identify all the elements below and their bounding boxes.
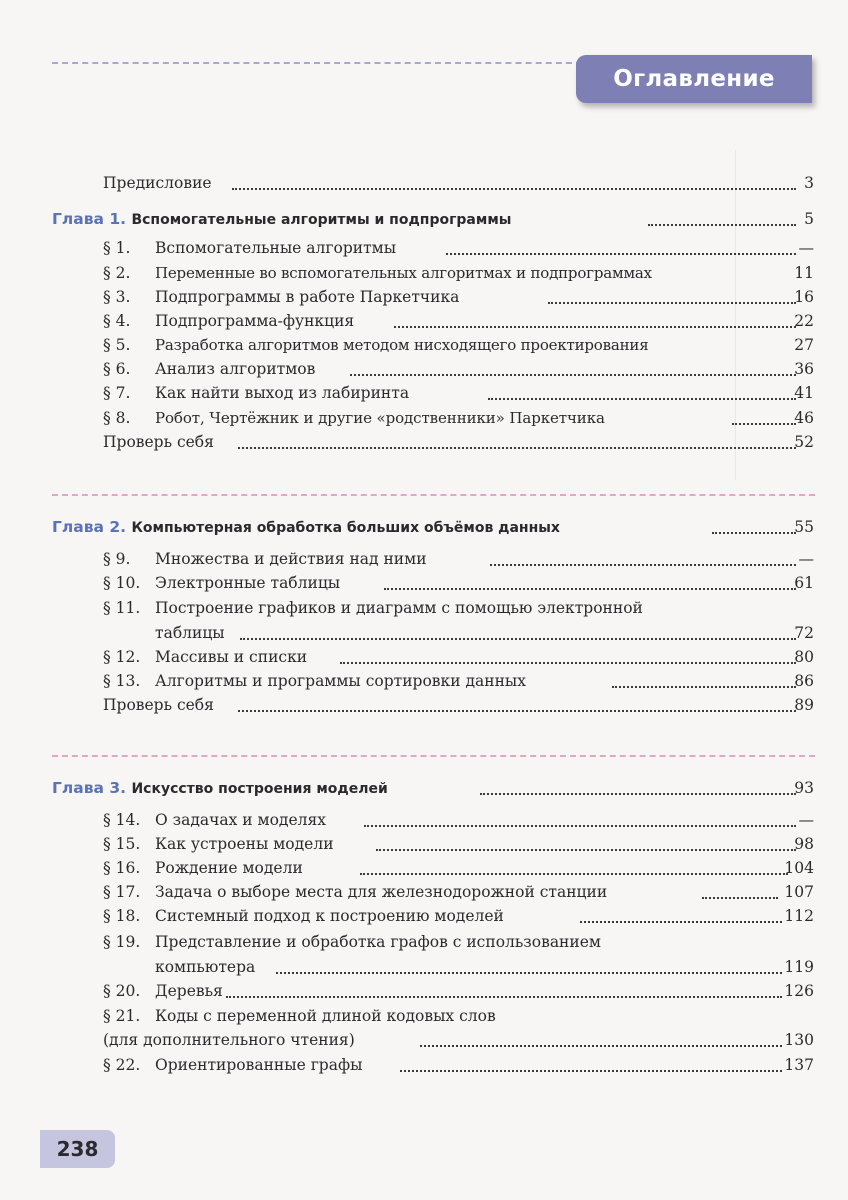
- section-title: Алгоритмы и программы сортировки данных: [155, 672, 526, 690]
- chapter-label: Глава 2. Компьютерная обработка больших объёмов данных: [52, 518, 560, 536]
- section-number: § 9.: [103, 550, 131, 568]
- toc-entry[interactable]: [0, 856, 848, 880]
- section-number: § 1.: [103, 239, 131, 257]
- section-number: § 11.: [103, 599, 141, 617]
- toc-entry-review[interactable]: [0, 693, 848, 717]
- toc-entry[interactable]: [0, 547, 848, 571]
- toc-entry-page: 126: [784, 982, 814, 1000]
- toc-entry[interactable]: [0, 669, 848, 693]
- toc-entry[interactable]: [0, 357, 848, 381]
- toc-entry[interactable]: [0, 979, 848, 1003]
- section-number: § 5.: [103, 336, 131, 354]
- section-title: О задачах и моделях: [155, 811, 326, 829]
- page-title: Оглавление: [576, 55, 812, 103]
- dot-leader: [612, 686, 796, 688]
- dot-leader: [732, 423, 796, 425]
- section-title: Деревья: [155, 982, 223, 1000]
- chapter-divider: [52, 494, 815, 496]
- section-number: § 14.: [103, 811, 141, 829]
- dot-leader: [488, 398, 796, 400]
- section-title: Электронные таблицы: [155, 574, 341, 592]
- section-number: § 16.: [103, 859, 141, 877]
- toc-entry-page: 119: [784, 958, 814, 976]
- dot-leader: [232, 188, 796, 190]
- dot-leader: [648, 224, 796, 226]
- review-title: Проверь себя: [103, 696, 214, 714]
- toc-entry[interactable]: [0, 1053, 848, 1077]
- toc-entry-page: 61: [794, 574, 814, 592]
- dot-leader: [446, 253, 796, 255]
- dot-leader: [240, 638, 796, 640]
- toc-entry-review[interactable]: [0, 430, 848, 454]
- chapter-title: Компьютерная обработка больших объёмов данных: [131, 520, 560, 536]
- toc-entry-page: 98: [794, 835, 814, 853]
- section-number: § 7.: [103, 384, 131, 402]
- section-number: § 2.: [103, 264, 131, 282]
- toc-entry-title: Предисловие: [103, 174, 212, 192]
- section-number: § 10.: [103, 574, 141, 592]
- section-title-continuation: (для дополнительного чтения): [103, 1031, 355, 1049]
- toc-entry[interactable]: [0, 832, 848, 856]
- toc-entry-page: 41: [794, 384, 814, 402]
- toc-entry-page: 72: [794, 624, 814, 642]
- toc-entry[interactable]: [0, 596, 848, 620]
- toc-entry-page: 22: [794, 312, 814, 330]
- toc-entry[interactable]: [0, 930, 848, 954]
- toc-entry-preface[interactable]: [0, 171, 848, 195]
- section-title: Системный подход к построению моделей: [155, 907, 504, 925]
- section-title: Разработка алгоритмов методом нисходящего проектирования: [155, 336, 649, 354]
- dot-leader: [394, 326, 796, 328]
- toc-entry-page: —: [798, 811, 814, 829]
- review-title: Проверь себя: [103, 433, 214, 451]
- chapter-title: Искусство построения моделей: [131, 781, 388, 797]
- toc-entry-page: 27: [794, 336, 814, 354]
- toc-entry[interactable]: [0, 309, 848, 333]
- dot-leader: [384, 588, 796, 590]
- section-number: § 19.: [103, 933, 141, 951]
- chapter-title: Вспомогательные алгоритмы и подпрограммы: [131, 212, 512, 228]
- dot-leader: [400, 1070, 782, 1072]
- section-number: § 12.: [103, 648, 141, 666]
- chapter-label: Глава 3. Искусство построения моделей: [52, 779, 388, 797]
- toc-entry-page: 5: [804, 210, 814, 228]
- section-title: Подпрограмма-функция: [155, 312, 355, 330]
- toc-entry[interactable]: [0, 645, 848, 669]
- section-title: Анализ алгоритмов: [155, 360, 316, 378]
- section-number: § 13.: [103, 672, 141, 690]
- toc-entry-page: —: [798, 550, 814, 568]
- toc-entry-page: 107: [784, 883, 814, 901]
- section-title: Массивы и списки: [155, 648, 308, 666]
- toc-entry-page: 93: [794, 779, 814, 797]
- toc-chapter-1[interactable]: [0, 207, 848, 231]
- toc-entry-page: 89: [794, 696, 814, 714]
- toc-entry-page: 11: [794, 264, 814, 282]
- dot-leader: [360, 873, 788, 875]
- section-title: Коды с переменной длиной кодовых слов: [155, 1007, 496, 1025]
- toc-entry-page: —: [798, 239, 814, 257]
- dot-leader: [548, 302, 796, 304]
- dot-leader: [490, 564, 796, 566]
- section-number: § 20.: [103, 982, 141, 1000]
- section-number: § 3.: [103, 288, 131, 306]
- section-number: § 6.: [103, 360, 131, 378]
- toc-entry[interactable]: [0, 1004, 848, 1028]
- toc-entry-continuation[interactable]: [0, 955, 848, 979]
- toc-entry-page: 137: [784, 1056, 814, 1074]
- dot-leader: [364, 825, 796, 827]
- section-number: § 4.: [103, 312, 131, 330]
- section-number: § 21.: [103, 1007, 141, 1025]
- toc-entry-page: 36: [794, 360, 814, 378]
- dot-leader: [376, 849, 796, 851]
- section-number: § 17.: [103, 883, 141, 901]
- section-title: Вспомогательные алгоритмы: [155, 239, 397, 257]
- dot-leader: [238, 710, 796, 712]
- dot-leader: [226, 996, 782, 998]
- chapter-label: Глава 1. Вспомогательные алгоритмы и подпрограммы: [52, 210, 512, 228]
- section-title: Робот, Чертёжник и другие «родственники» Паркетчика: [155, 409, 605, 427]
- toc-entry-page: 130: [784, 1031, 814, 1049]
- toc-entry[interactable]: [0, 381, 848, 405]
- toc-entry-page: 104: [784, 859, 814, 877]
- toc-chapter-2[interactable]: [0, 515, 848, 539]
- section-number: § 8.: [103, 409, 131, 427]
- toc-entry-continuation[interactable]: [0, 1028, 848, 1052]
- toc-chapter-3[interactable]: [0, 776, 848, 800]
- dot-leader: [340, 662, 796, 664]
- dot-leader: [580, 921, 782, 923]
- section-title: Рождение модели: [155, 859, 303, 877]
- dot-leader: [480, 793, 796, 795]
- section-title: Представление и обработка графов с использованием: [155, 933, 601, 951]
- toc-entry-page: 112: [784, 907, 814, 925]
- toc-entry-page: 3: [804, 174, 814, 192]
- toc-entry[interactable]: [0, 571, 848, 595]
- dot-leader: [702, 897, 778, 899]
- toc-entry[interactable]: [0, 880, 848, 904]
- toc-entry-page: 16: [794, 288, 814, 306]
- section-title: Ориентированные графы: [155, 1056, 363, 1074]
- chapter-divider: [52, 755, 815, 757]
- dot-leader: [350, 374, 796, 376]
- section-title-continuation: компьютера: [155, 958, 256, 976]
- section-number: § 18.: [103, 907, 141, 925]
- toc-entry-page: 86: [794, 672, 814, 690]
- toc-entry[interactable]: [0, 261, 848, 285]
- toc-entry[interactable]: [0, 808, 848, 832]
- dot-leader: [712, 532, 796, 534]
- page-number: 238: [40, 1130, 115, 1168]
- toc-entry-page: 80: [794, 648, 814, 666]
- section-title: Подпрограммы в работе Паркетчика: [155, 288, 460, 306]
- toc-entry[interactable]: [0, 406, 848, 430]
- section-title: Как найти выход из лабиринта: [155, 384, 410, 402]
- section-title: Задача о выборе места для железнодорожной станции: [155, 883, 608, 901]
- toc-entry[interactable]: [0, 236, 848, 260]
- section-title: Множества и действия над ними: [155, 550, 427, 568]
- toc-entry[interactable]: [0, 285, 848, 309]
- toc-entry-page: 52: [794, 433, 814, 451]
- section-number: § 15.: [103, 835, 141, 853]
- dot-leader: [276, 972, 782, 974]
- toc-entry-page: 55: [794, 518, 814, 536]
- dot-leader: [420, 1045, 782, 1047]
- section-number: § 22.: [103, 1056, 141, 1074]
- header-rule: [52, 62, 582, 64]
- toc-entry[interactable]: [0, 333, 848, 357]
- dot-leader: [238, 447, 796, 449]
- section-title: Построение графиков и диаграмм с помощью электронной: [155, 599, 643, 617]
- toc-entry[interactable]: [0, 904, 848, 928]
- section-title: Как устроены модели: [155, 835, 334, 853]
- section-title-continuation: таблицы: [155, 624, 225, 642]
- toc-entry-continuation[interactable]: [0, 621, 848, 645]
- section-title: Переменные во вспомогательных алгоритмах и подпрограммах: [155, 264, 652, 282]
- toc-entry-page: 46: [794, 409, 814, 427]
